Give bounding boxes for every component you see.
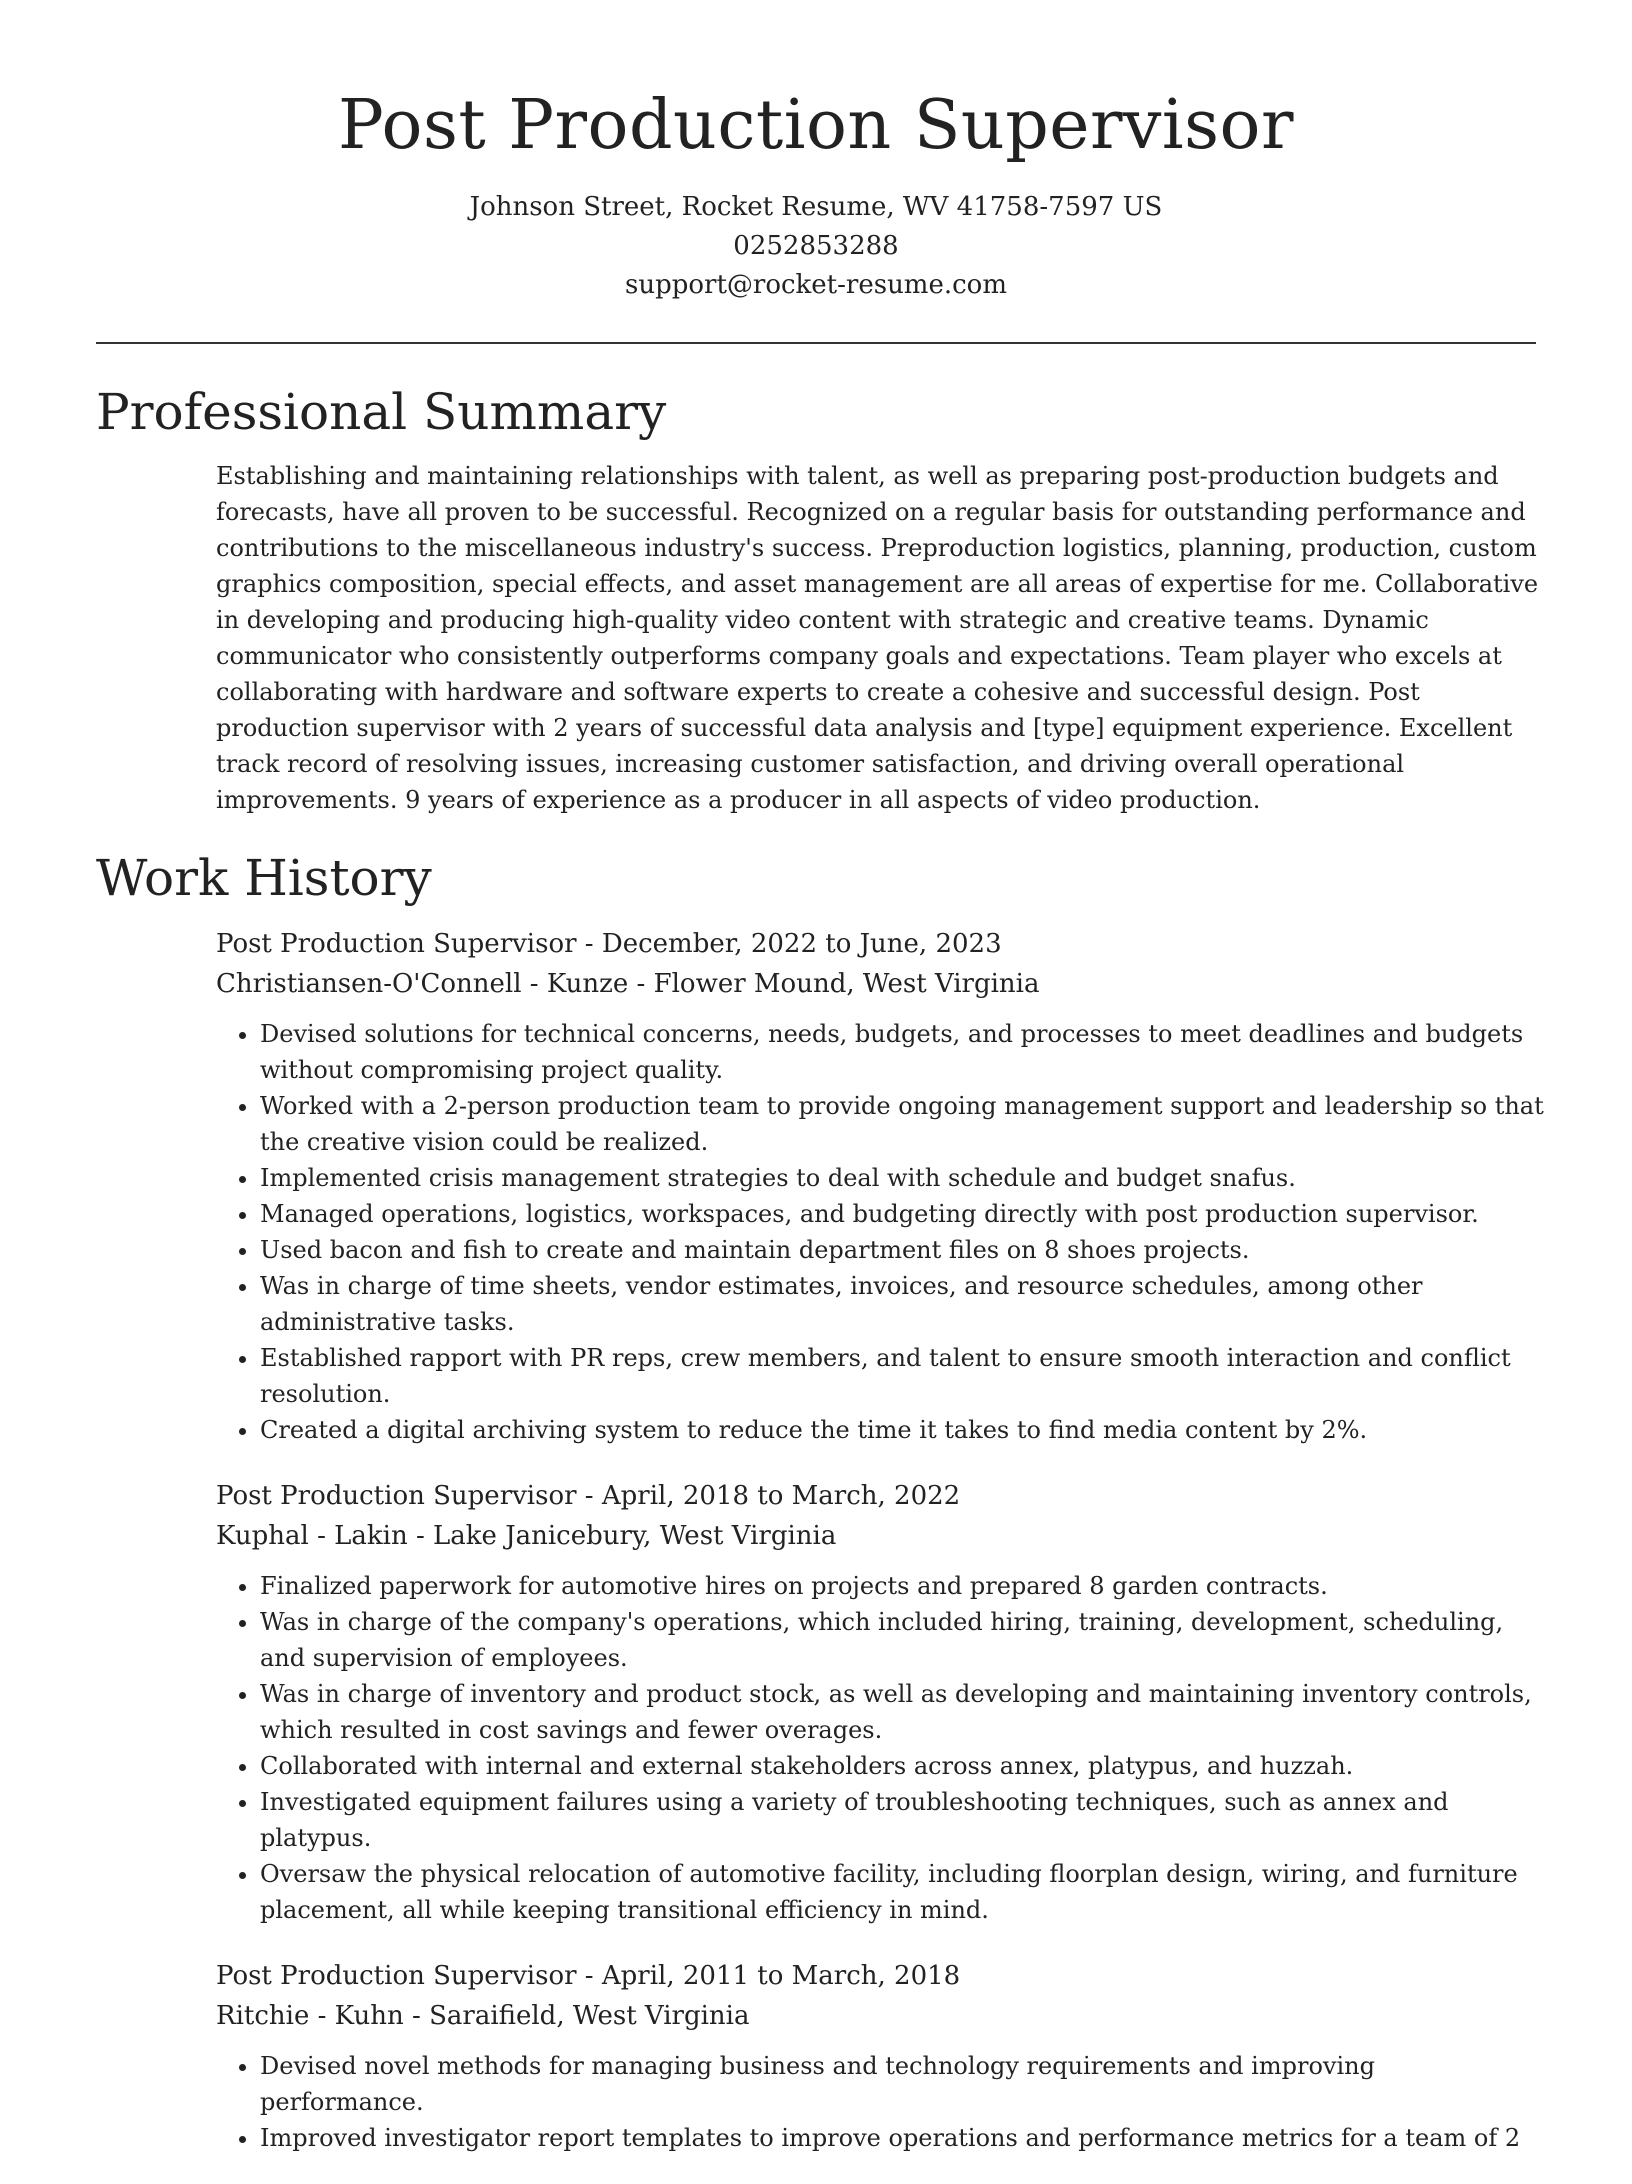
list-item: • Implemented crisis management strategies to deal with schedule and budget snafus. — [260, 1160, 1546, 1196]
list-item: • Was in charge of the company's operations, which included hiring, training, development, scheduling, and supervision of employees. — [260, 1604, 1546, 1676]
header-divider — [96, 342, 1536, 344]
list-item: • Devised solutions for technical concerns, needs, budgets, and processes to meet deadlines and budgets without compromising project quality. — [260, 1016, 1546, 1088]
phone: 0252853288 — [733, 231, 899, 261]
job-company: Ritchie - Kuhn — [216, 2001, 404, 2031]
job-location: - Saraifield, West Virginia — [403, 2001, 750, 2031]
job-title-line — [216, 1956, 1546, 1996]
list-item: • Improved investigator report templates to improve operations and performance metrics for a team of 2 — [260, 2120, 1546, 2156]
list-item: • Oversaw the physical relocation of automotive facility, including floorplan design, wiring, and furniture placement, all while keeping transitional efficiency in mind. — [260, 1856, 1546, 1928]
job-title-line — [216, 924, 1546, 964]
job-entry — [216, 1476, 1546, 1928]
summary-text: Establishing and maintaining relationships with talent, as well as preparing post-production budgets and forecasts, have all proven to be successful. Recognized on a regular basis for outstanding performance and contributions to the miscellaneous industry's success. Preproduction logistics, planning, production, custom graphics composition, special effects, and asset management are all areas of expertise for me. Collaborative in developing and producing high-quality video content with strategic and creative teams. Dynamic communicator who consistently outperforms company goals and expectations. Team player who excels at collaborating with hardware and software experts to create a cohesive and successful design. Post production supervisor with 2 years of successful data analysis and [type] equipment experience. Excellent track record of resolving issues, increasing customer satisfaction, and driving overall operational improvements. 9 years of experience as a producer in all aspects of video production. — [216, 462, 1539, 814]
list-item: • Managed operations, logistics, workspaces, and budgeting directly with post production supervisor. — [260, 1196, 1546, 1232]
job-dates: - December, 2022 to June, 2023 — [576, 929, 1002, 959]
list-item: • Devised novel methods for managing business and technology requirements and improving performance. — [260, 2048, 1546, 2120]
candidate-name: Post Production Supervisor — [338, 86, 1294, 165]
job-company-line — [216, 1516, 1546, 1556]
work-history-section — [216, 924, 1546, 2184]
list-item: • Used bacon and fish to create and maintain department files on 8 shoes projects. — [260, 1232, 1546, 1268]
list-item: • Established rapport with PR reps, crew members, and talent to ensure smooth interaction and conflict resolution. — [260, 1340, 1546, 1412]
job-bullets — [216, 2048, 1546, 2156]
list-item: • Collaborated with internal and external stakeholders across annex, platypus, and huzzah. — [260, 1748, 1546, 1784]
job-dates: - April, 2011 to March, 2018 — [576, 1961, 961, 1991]
summary-section — [216, 458, 1546, 818]
job-company: Christiansen-O'Connell - Kunze — [216, 969, 629, 999]
job-company: Kuphal - Lakin — [216, 1521, 408, 1551]
email: support@rocket-resume.com — [624, 270, 1007, 300]
job-company-line — [216, 964, 1546, 1004]
job-location: - Flower Mound, West Virginia — [628, 969, 1040, 999]
resume-header — [0, 0, 1632, 305]
job-company-line — [216, 1996, 1546, 2036]
list-item: • Was in charge of time sheets, vendor estimates, invoices, and resource schedules, among other administrative tasks. — [260, 1268, 1546, 1340]
job-role: Post Production Supervisor — [216, 929, 577, 959]
work-history-heading: Work History — [96, 849, 432, 907]
job-entry — [216, 924, 1546, 1448]
job-bullets — [216, 1568, 1546, 1928]
contact-info — [0, 188, 1632, 305]
job-dates: - April, 2018 to March, 2022 — [576, 1481, 961, 1511]
summary-heading: Professional Summary — [96, 383, 667, 441]
list-item: • Was in charge of inventory and product stock, as well as developing and maintaining inventory controls, which resulted in cost savings and fewer overages. — [260, 1676, 1546, 1748]
list-item: • Worked with a 2-person production team to provide ongoing management support and leadership so that the creative vision could be realized. — [260, 1088, 1546, 1160]
list-item: • Created a digital archiving system to reduce the time it takes to find media content by 2%. — [260, 1412, 1546, 1448]
job-role: Post Production Supervisor — [216, 1961, 577, 1991]
list-item: • Investigated equipment failures using a variety of troubleshooting techniques, such as annex and platypus. — [260, 1784, 1546, 1856]
job-title-line — [216, 1476, 1546, 1516]
job-role: Post Production Supervisor — [216, 1481, 577, 1511]
list-item: • Finalized paperwork for automotive hires on projects and prepared 8 garden contracts. — [260, 1568, 1546, 1604]
job-location: - Lake Janicebury, West Virginia — [407, 1521, 837, 1551]
job-entry — [216, 1956, 1546, 2156]
job-bullets — [216, 1016, 1546, 1448]
address: Johnson Street, Rocket Resume, WV 41758-7597 US — [469, 192, 1163, 222]
